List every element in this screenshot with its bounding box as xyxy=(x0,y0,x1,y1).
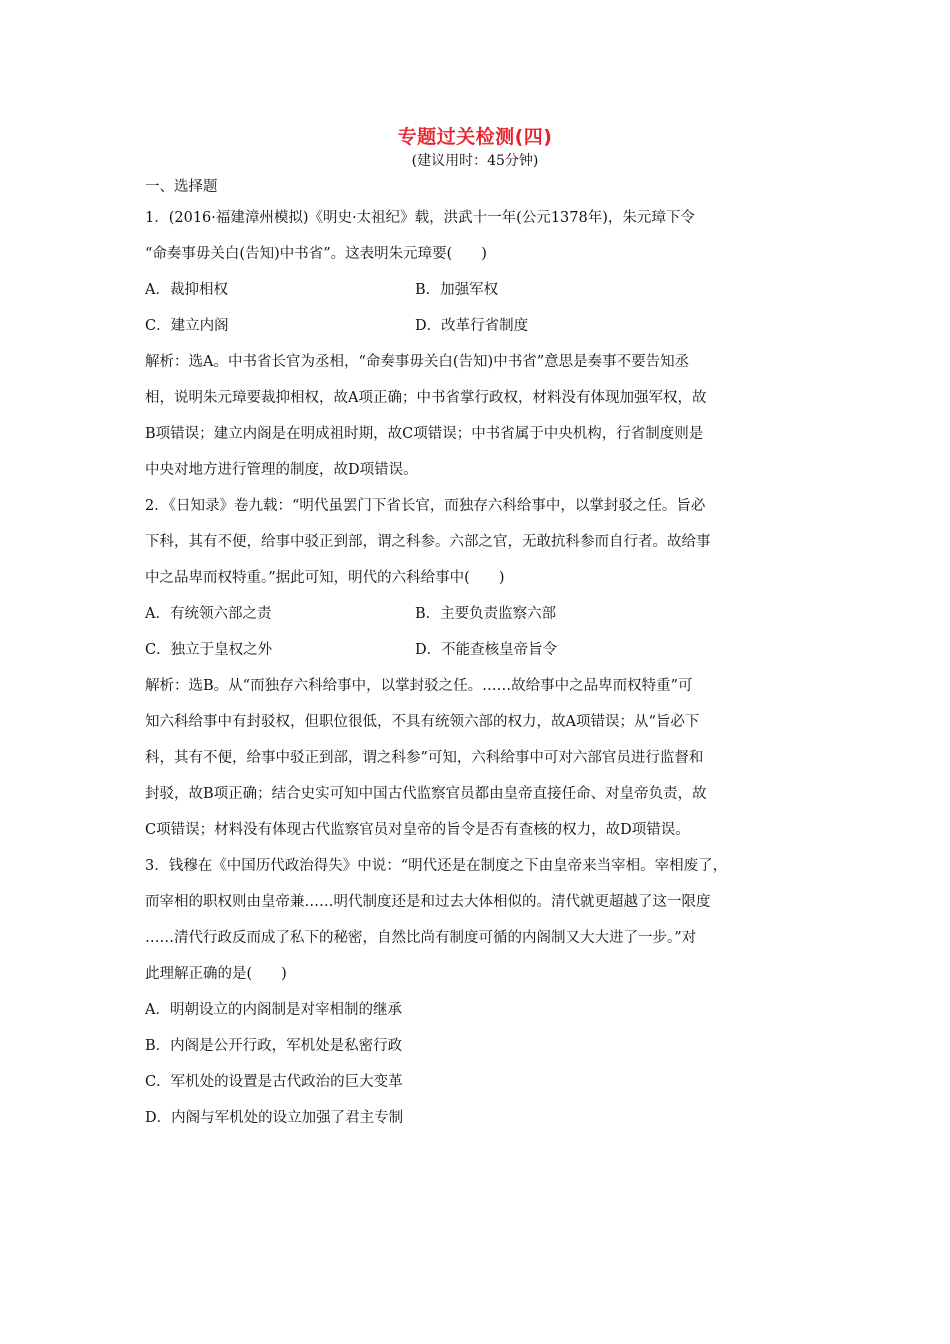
option-c: C．建立内阁 xyxy=(145,318,229,334)
option-b: B．主要负责监察六部 xyxy=(415,606,557,622)
section-heading: 一、选择题 xyxy=(145,179,218,195)
question-stem-line: 1．(2016·福建漳州模拟)《明史·太祖纪》载，洪武十一年(公元1378年)，朱元璋下令 xyxy=(145,210,695,226)
option-row xyxy=(145,596,810,632)
option-a: A．明朝设立的内阁制是对宰相制的继承 xyxy=(145,1002,402,1018)
option-c: C．独立于皇权之外 xyxy=(145,642,273,658)
question-stem-line: 中之品卑而权特重。”据此可知，明代的六科给事中( ) xyxy=(145,570,505,586)
analysis-line: 封驳，故B项正确；结合史实可知中国古代监察官员都由皇帝直接任命、对皇帝负责，故 xyxy=(145,786,707,802)
question-stem-line: “命奏事毋关白(告知)中书省”。这表明朱元璋要( ) xyxy=(145,246,487,262)
option-d: D．内阁与军机处的设立加强了君主专制 xyxy=(145,1110,404,1126)
analysis-line: 解析：选A。中书省长官为丞相，“命奏事毋关白(告知)中书省”意思是奏事不要告知丞 xyxy=(145,354,690,370)
option-row xyxy=(145,308,810,344)
question-stem-line: ……清代行政反而成了私下的秘密，自然比尚有制度可循的内阁制又大大进了一步。”对 xyxy=(145,930,697,946)
analysis-line: 解析：选B。从“而独存六科给事中，以掌封驳之任。……故给事中之品卑而权特重”可 xyxy=(145,678,693,694)
option-a: A．有统领六部之责 xyxy=(145,606,272,622)
page-subtitle: (建议用时：45分钟) xyxy=(411,153,539,169)
question-3 xyxy=(145,848,810,1136)
option-a: A．裁抑相权 xyxy=(145,282,228,298)
question-1 xyxy=(145,200,810,488)
analysis-line: 知六科给事中有封驳权，但职位很低，不具有统领六部的权力，故A项错误；从“旨必下 xyxy=(145,714,700,730)
question-list xyxy=(145,200,810,1136)
option-row xyxy=(145,272,810,308)
analysis-line: B项错误；建立内阁是在明成祖时期，故C项错误；中书省属于中央机构，行省制度则是 xyxy=(145,426,704,442)
analysis-line: C项错误；材料没有体现古代监察官员对皇帝的旨令是否有查核的权力，故D项错误。 xyxy=(145,822,690,838)
option-c: C．军机处的设置是古代政治的巨大变革 xyxy=(145,1074,403,1090)
question-stem-line: 3．钱穆在《中国历代政治得失》中说：“明代还是在制度之下由皇帝来当宰相。宰相废了， xyxy=(145,858,728,874)
question-stem-line: 下科，其有不便，给事中驳正到部，谓之科参。六部之官，无敢抗科参而自行者。故给事 xyxy=(145,534,711,550)
analysis-line: 中央对地方进行管理的制度，故D项错误。 xyxy=(145,462,418,478)
question-stem-line: 此理解正确的是( ) xyxy=(145,966,287,982)
option-row xyxy=(145,632,810,668)
option-d: D．改革行省制度 xyxy=(415,318,529,334)
question-stem-line: 2．《日知录》卷九载：“明代虽罢门下省长官，而独存六科给事中，以掌封驳之任。旨必 xyxy=(145,498,706,514)
option-b: B．加强军权 xyxy=(415,282,499,298)
question-stem-line: 而宰相的职权则由皇帝兼……明代制度还是和过去大体相似的。清代就更超越了这一限度 xyxy=(145,894,711,910)
option-d: D．不能查核皇帝旨令 xyxy=(415,642,558,658)
question-2 xyxy=(145,488,810,848)
analysis-line: 科，其有不便，给事中驳正到部，谓之科参”可知，六科给事中可对六部官员进行监督和 xyxy=(145,750,704,766)
page-title: 专题过关检测(四) xyxy=(397,126,553,148)
option-b: B．内阁是公开行政，军机处是私密行政 xyxy=(145,1038,403,1054)
analysis-line: 相，说明朱元璋要裁抑相权，故A项正确；中书省掌行政权，材料没有体现加强军权，故 xyxy=(145,390,707,406)
